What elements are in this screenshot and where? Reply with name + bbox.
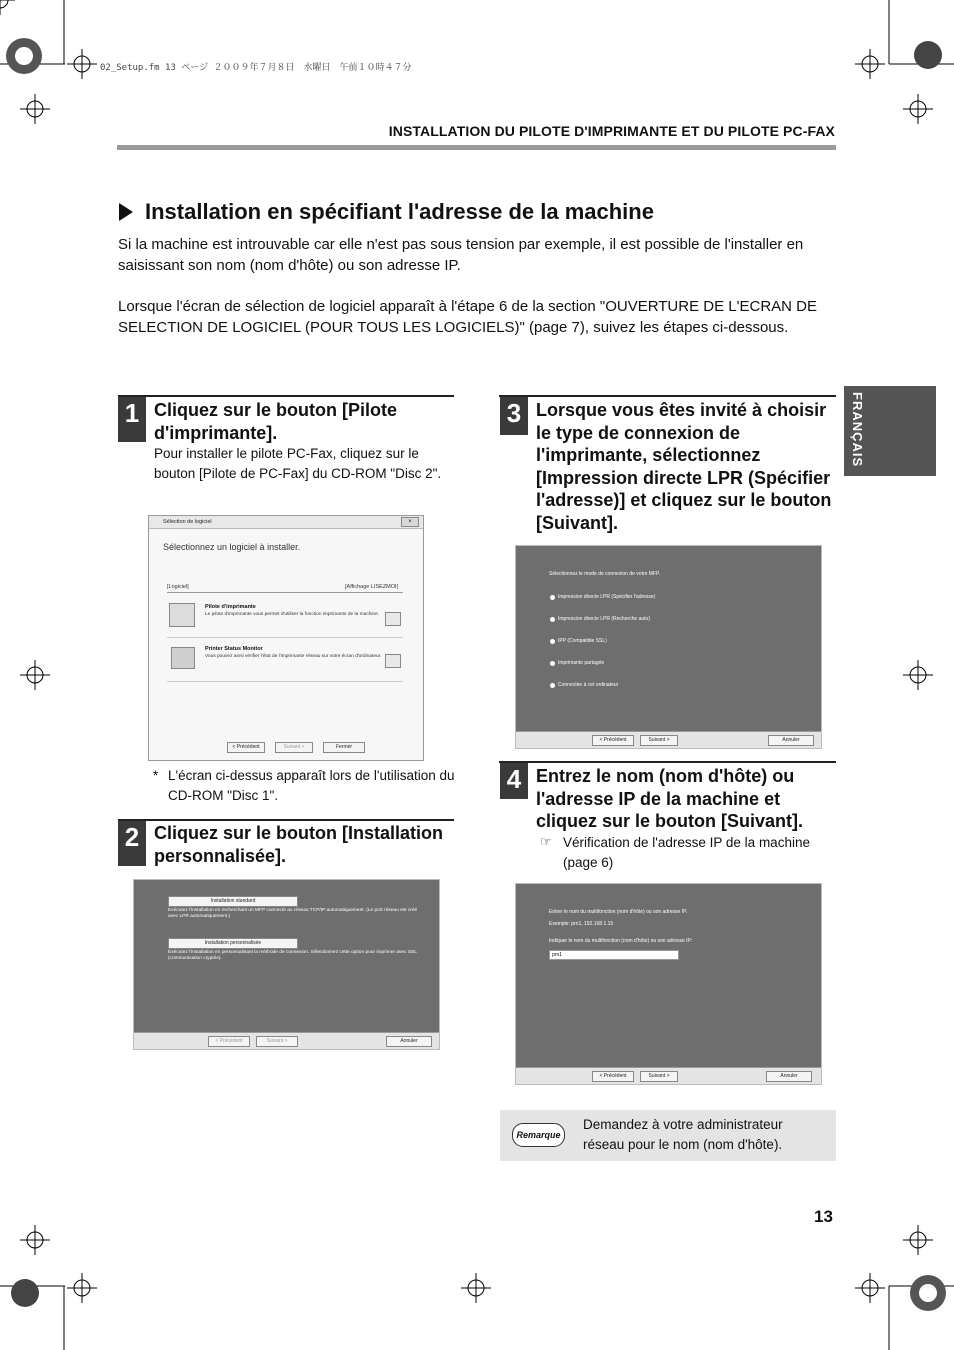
radio-shared[interactable] [550,661,555,666]
step-2-number: 2 [118,821,146,866]
connection-type-screen [515,545,822,749]
previous-button[interactable]: < Précédent [227,742,265,753]
printer-driver-button[interactable] [169,603,195,627]
section-title [119,199,654,225]
next-button[interactable]: Suivant > [640,1071,678,1082]
language-tab [844,386,936,476]
step-2-title: Cliquez sur le bouton [Installation personnalisée]. [154,823,444,866]
step-4-title: Entrez le nom (nom d'hôte) ou l'adresse IP de la machine et cliquez sur le bouton [Suivant]. [536,766,804,831]
standard-install-desc: Exécutez l'installation en recherchant un MFP connecté au réseau TCP/IP automatiquement. (Le port réseau est créé avec LPR automatiquement.) [168,908,418,919]
close-icon[interactable]: × [401,517,419,527]
install-type-screen [133,879,440,1050]
previous-button[interactable]: < Précédent [592,1071,634,1082]
next-button[interactable]: Suivant > [640,735,678,746]
pointing-hand-icon: ☞ [540,834,552,849]
custom-install-desc: Exécutez l'installation en personnalisant la méthode de connexion. Sélectionnez cette option pour imprimer avec SSL (communication cryptée). [168,950,417,961]
custom-install-button[interactable]: Installation personnalisée [168,938,298,949]
printer-driver-title: Pilote d'imprimante [205,604,256,610]
status-monitor-button[interactable] [171,647,195,669]
connection-prompt: Sélectionnez le mode de connexion de votre MFP. [549,571,661,577]
hostname-input[interactable]: prn1 [549,950,679,960]
software-selection-window [148,515,424,761]
option-local: Connectée à cet ordinateur [558,682,619,688]
radio-ipp[interactable] [550,639,555,644]
standard-install-button[interactable]: Installation standard [168,896,298,907]
next-button[interactable]: Suivant > [256,1036,298,1047]
software-column-label: [Logiciel] [167,584,189,590]
previous-button[interactable]: < Précédent [592,735,634,746]
running-header: INSTALLATION DU PILOTE D'IMPRIMANTE ET DU PILOTE PC-FAX [388,123,835,139]
window-heading: Sélectionnez un logiciel à installer. [163,542,301,552]
triangle-bullet-icon [119,203,133,221]
step-3-rule [499,395,836,397]
cancel-button[interactable]: Annuler [766,1071,812,1082]
step-2-rule [118,819,454,821]
section-title-text: Installation en spécifiant l'adresse de la machine [145,199,654,224]
page-number: 13 [814,1207,833,1226]
remark-box [500,1110,836,1161]
radio-local[interactable] [550,683,555,688]
option-lpr-auto: Impression directe LPR (Recherche auto) [558,616,650,622]
step-3-number: 3 [500,397,528,435]
status-monitor-title: Printer Status Monitor [205,646,263,652]
option-ipp: IPP (Compatible SSL) [558,638,607,644]
address-entry-screen [515,883,822,1085]
step-1-rule [118,395,454,397]
step-3-title: Lorsque vous êtes invité à choisir le type de connexion de l'imprimante, sélectionnez [Impression directe LPR (Spécifier l'adresse)] et cliquez sur le bouton [Suivant]. [536,400,832,533]
readme-column-label: [Affichage LISEZMOI] [345,584,399,590]
radio-lpr-auto[interactable] [550,617,555,622]
address-example: Exemple: prn1, 192.168.1.15 [549,921,614,927]
remark-text: Demandez à votre administrateur réseau pour le nom (nom d'hôte). [583,1117,783,1152]
intro-paragraph-2: Lorsque l'écran de sélection de logiciel apparaît à l'étape 6 de la section "OUVERTURE DE L'ECRAN DE SELECTION DE LOGICIEL (POUR TOUS LES LOGICIELS)" (page 7), suivez les étapes ci-dessous. [118,298,817,336]
printer-driver-desc: Le pilote d'imprimante vous permet d'utiliser la fonction imprimante de la machine. [205,612,380,617]
step-1-note: L'écran ci-dessus apparaît lors de l'utilisation du CD-ROM "Disc 1". [168,768,455,803]
radio-lpr-address[interactable] [550,595,555,600]
window-title: Sélection de logiciel [163,519,212,525]
step-4-reference: Vérification de l'adresse IP de la machine (page 6) [563,835,810,870]
close-button[interactable]: Fermer [323,742,365,753]
next-button[interactable]: Suivant > [275,742,313,753]
remark-badge: Remarque [512,1123,565,1147]
step-1-note-mark: * [153,768,159,783]
step-1-body: Pour installer le pilote PC-Fax, cliquez sur le bouton [Pilote de PC-Fax] du CD-ROM "Disc 2". [154,446,442,481]
address-prompt: Entrer le nom du multifonction (nom d'hôte) ou son adresse IP. [549,909,688,915]
language-tab-label: FRANÇAIS [850,392,865,468]
cancel-button[interactable]: Annuler [386,1036,432,1047]
cancel-button[interactable]: Annuler [768,735,814,746]
step-4-number: 4 [500,763,528,799]
option-lpr-address: Impression directe LPR (Spécifier l'adresse) [558,594,656,600]
readme-button-1[interactable] [385,612,401,626]
status-monitor-desc: Vous pouvez ainsi vérifier l'état de l'imprimante réseau sur votre écran d'ordinateur. [205,654,382,659]
intro-paragraph-1: Si la machine est introuvable car elle n'est pas sous tension par exemple, il est possible de l'installer en saisissant son nom (nom d'hôte) ou son adresse IP. [118,236,804,274]
option-shared: Imprimante partagée [558,660,605,666]
readme-button-2[interactable] [385,654,401,668]
step-1-number: 1 [118,397,146,442]
header-rule [117,145,836,150]
step-1-title: Cliquez sur le bouton [Pilote d'imprimante]. [154,400,397,443]
step-4-rule [499,761,836,763]
address-label: Indiquer le nom du multifonction (nom d'hôte) ou son adresse IP: [549,938,693,944]
previous-button[interactable]: < Précédent [208,1036,250,1047]
print-info-line: 02_Setup.fm 13 ページ ２００９年７月８日 水曜日 午前１０時４７分 [100,63,412,73]
